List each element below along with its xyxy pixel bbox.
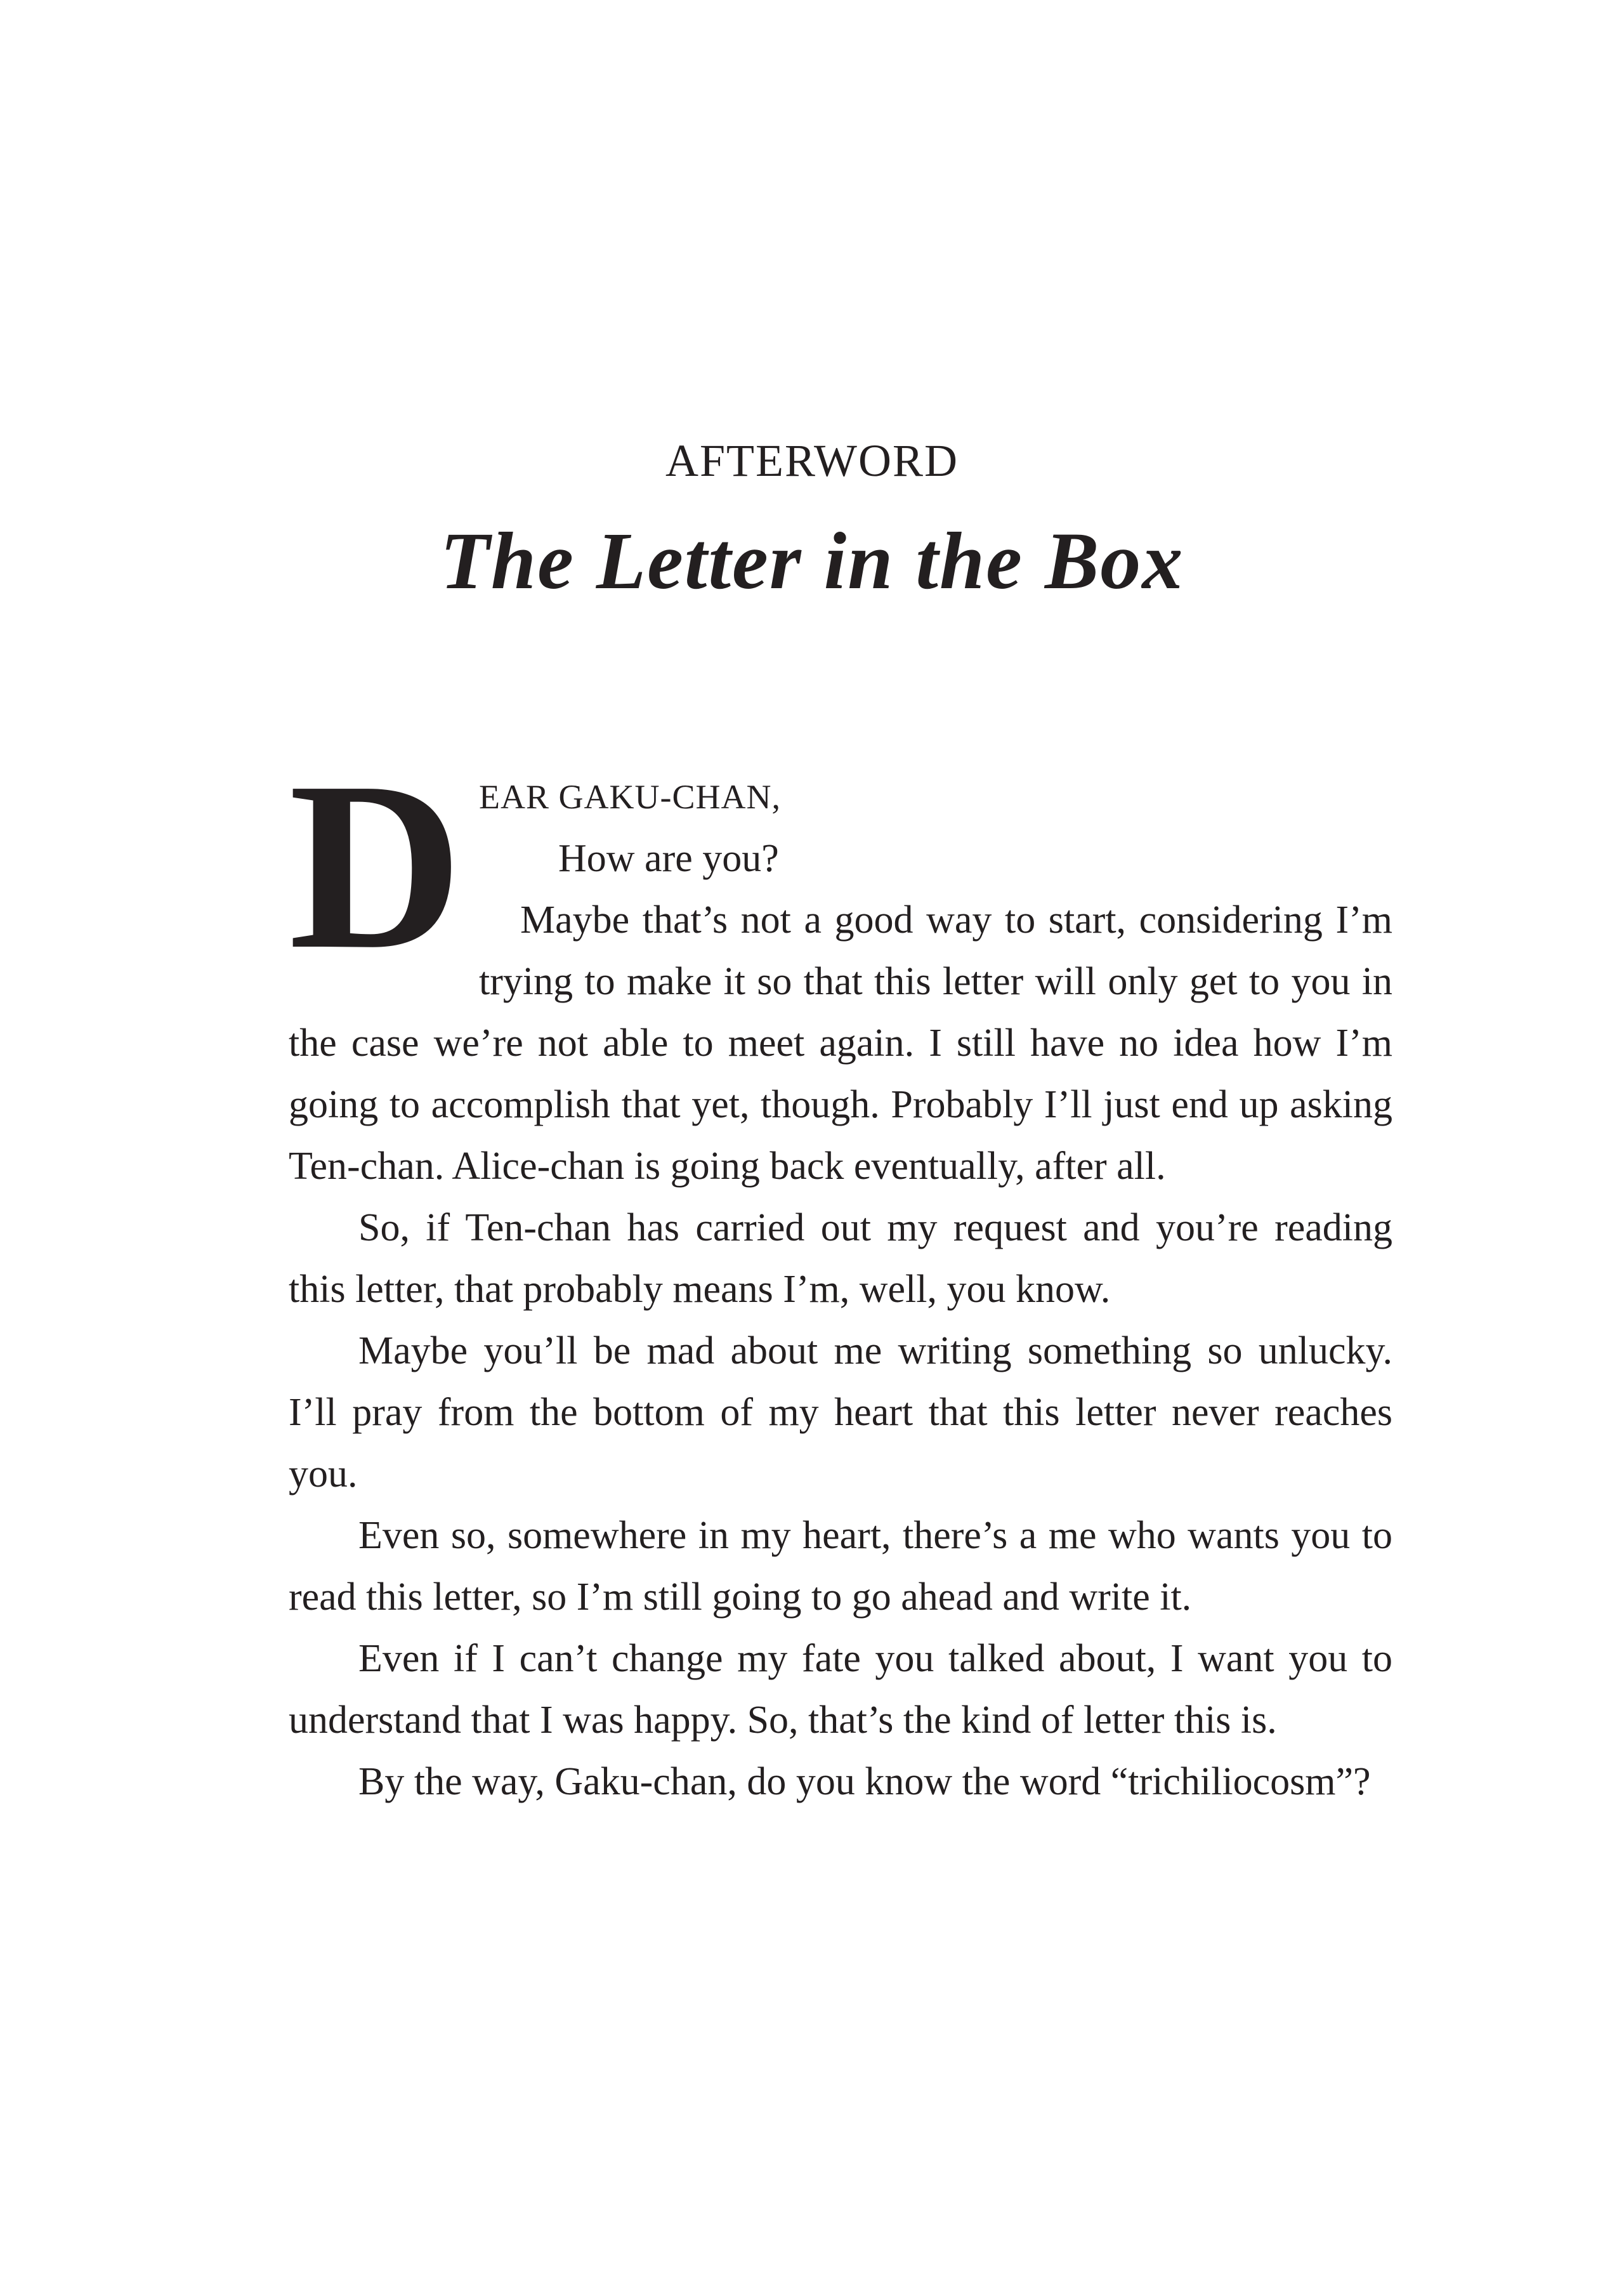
chapter-title: The Letter in the Box: [440, 516, 1184, 606]
greeting-text: EAR GAKU-CHAN,: [479, 778, 781, 816]
letter-opening: How are you?: [558, 837, 779, 880]
letter-body: [289, 732, 1392, 1813]
letter-paragraph: Even so, somewhere in my heart, there’s a me who wants you to read this letter, so I’m still going to go ahead and write it.: [289, 1514, 1392, 1619]
letter-paragraph: Even if I can’t change my fate you talked about, I want you to understand that I was happy. So, that’s the kind of letter this is.: [289, 1637, 1392, 1742]
drop-cap: D: [289, 732, 463, 999]
letter-paragraph: Maybe that’s not a good way to start, considering I’m trying to make it so that this letter will only get to you in the case we’re not able to meet again. I still have no idea how I’m going to accomplish that yet, though. Probably I’ll just end up asking Ten-chan. Alice-chan is going back eventually, after all.: [289, 898, 1392, 1188]
letter-paragraph: By the way, Gaku-chan, do you know the word “trichiliocosm”?: [358, 1760, 1371, 1803]
chapter-label: AFTERWORD: [665, 435, 959, 486]
letter-paragraph: So, if Ten-chan has carried out my request and you’re reading this letter, that probably means I’m, well, you know.: [289, 1206, 1392, 1311]
letter-paragraph: Maybe you’ll be mad about me writing something so unlucky. I’ll pray from the bottom of my heart that this letter never reaches you.: [289, 1329, 1392, 1495]
